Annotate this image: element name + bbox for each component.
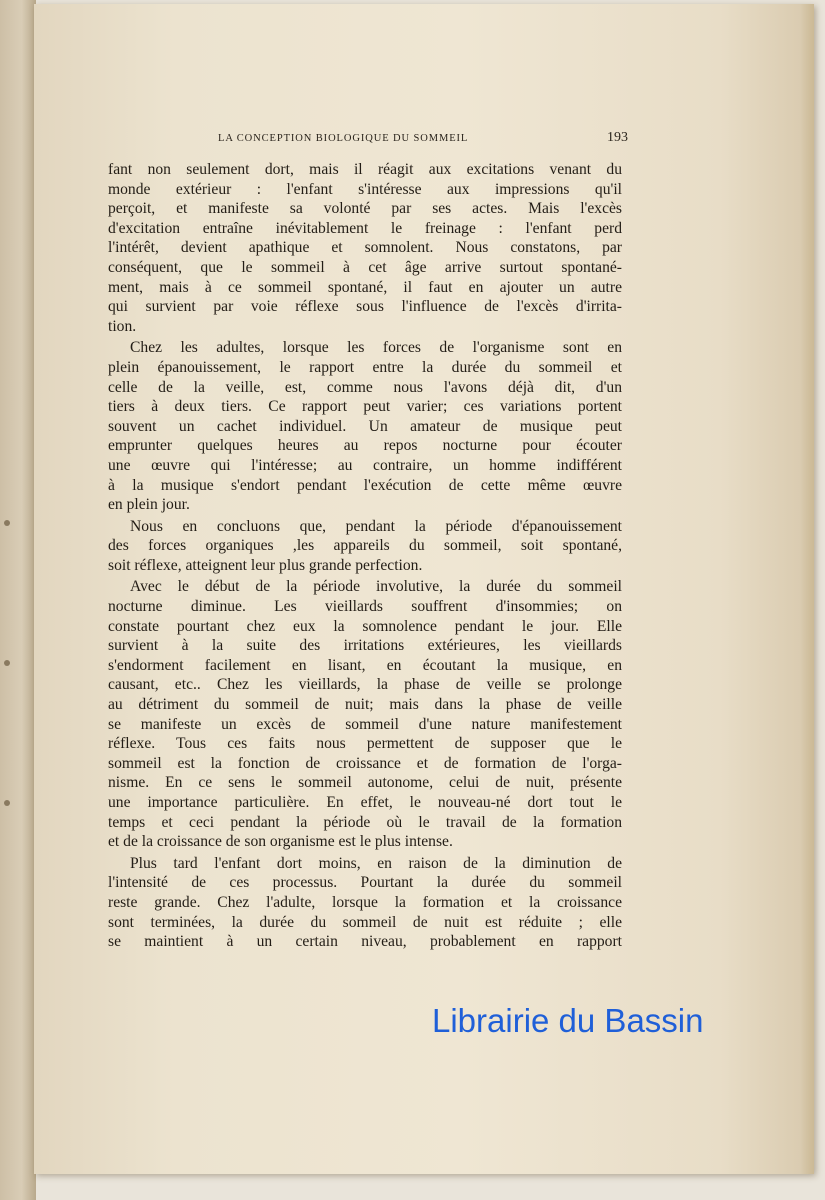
text-line: sont terminées, la durée du sommeil de nuit est réduite ; elle [108, 913, 622, 931]
text-line: s'endorment facilement en lisant, en écoutant la musique, en [108, 656, 622, 674]
text-line: conséquent, que le sommeil à cet âge arrive surtout spontané- [108, 258, 622, 276]
text-line: Chez les adultes, lorsque les forces de l'organisme sont en [130, 339, 622, 357]
text-line: à la musique s'endort pendant l'exécution de cette même œuvre [108, 476, 622, 494]
facing-page-mark [4, 520, 10, 526]
text-line: Plus tard l'enfant dort moins, en raison de la diminution de [130, 854, 622, 872]
text-line: des forces organiques ,les appareils du sommeil, soit spontané, [108, 537, 622, 555]
text-line: au détriment du sommeil de nuit; mais dans la phase de veille [108, 696, 622, 714]
text-line: et de la croissance de son organisme est le plus intense. [108, 833, 453, 851]
page-header [218, 130, 628, 152]
text-line: nocturne diminue. Les vieillards souffrent d'insommies; on [108, 598, 622, 616]
text-line: Nous en concluons que, pendant la période d'épanouissement [130, 517, 622, 535]
text-line: se manifeste un excès de sommeil d'une nature manifestement [108, 715, 622, 733]
text-line: soit réflexe, atteignent leur plus grande perfection. [108, 556, 423, 574]
text-line: emprunter quelques heures au repos nocturne pour écouter [108, 437, 622, 455]
facing-page-mark [4, 660, 10, 666]
text-line: en plein jour. [108, 496, 190, 514]
text-line: Avec le début de la période involutive, la durée du sommeil [130, 578, 622, 596]
text-line: fant non seulement dort, mais il réagit aux excitations venant du [108, 161, 622, 178]
text-line: réflexe. Tous ces faits nous permettent de supposer que le [108, 735, 622, 753]
paragraph [108, 577, 622, 851]
text-line: nisme. En ce sens le sommeil autonome, celui de nuit, présente [108, 774, 622, 792]
text-line: monde extérieur : l'enfant s'intéresse aux impressions qu'il [108, 180, 622, 198]
running-title: LA CONCEPTION BIOLOGIQUE DU SOMMEIL [218, 133, 469, 144]
text-line: d'excitation entraîne inévitablement le freinage : l'enfant perd [108, 219, 622, 237]
text-line: une œuvre qui l'intéresse; au contraire, un homme indifférent [108, 456, 622, 474]
text-line: constate pourtant chez eux la somnolence pendant le jour. Elle [108, 617, 622, 635]
paragraph [108, 854, 622, 952]
facing-page-mark [4, 800, 10, 806]
text-line: l'intérêt, devient apathique et somnolent. Nous constatons, par [108, 239, 622, 257]
page-edge-shadow [800, 4, 814, 1174]
text-line: une importance particulière. En effet, le nouveau-né dort tout le [108, 794, 622, 811]
page-number: 193 [607, 130, 628, 145]
text-line: se maintient à un certain niveau, probablement en rapport [108, 933, 622, 951]
text-line: survient à la suite des irritations extérieures, les vieillards [108, 637, 622, 655]
paragraph [108, 160, 622, 336]
body-text [108, 160, 622, 952]
text-line: tiers à deux tiers. Ce rapport peut varier; ces variations portent [108, 398, 622, 416]
text-line: qui survient par voie réflexe sous l'influence de l'excès d'irrita- [108, 298, 622, 316]
text-line: reste grande. Chez l'adulte, lorsque la formation et la croissance [108, 893, 622, 911]
watermark: Librairie du Bassin [432, 1002, 704, 1039]
text-line: l'intensité de ces processus. Pourtant la durée du sommeil [108, 874, 622, 892]
text-line: perçoit, et manifeste sa volonté par ses actes. Mais l'excès [108, 200, 622, 218]
facing-page-edge [0, 0, 36, 1200]
text-line: souvent un cachet individuel. Un amateur de musique peut [108, 417, 622, 435]
paragraph [108, 517, 622, 576]
text-line: plein épanouissement, le rapport entre la durée du sommeil et [108, 358, 622, 376]
text-line: tion. [108, 317, 137, 335]
paragraph [108, 338, 622, 514]
text-line: sommeil est la fonction de croissance et de formation de l'orga- [108, 754, 622, 772]
text-line: ment, mais à ce sommeil spontané, il faut en ajouter un autre [108, 278, 622, 296]
text-line: temps et ceci pendant la période où le travail de la formation [108, 813, 622, 831]
text-line: celle de la veille, est, comme nous l'avons déjà dit, d'un [108, 378, 622, 396]
text-line: causant, etc.. Chez les vieillards, la phase de veille se prolonge [108, 676, 622, 694]
